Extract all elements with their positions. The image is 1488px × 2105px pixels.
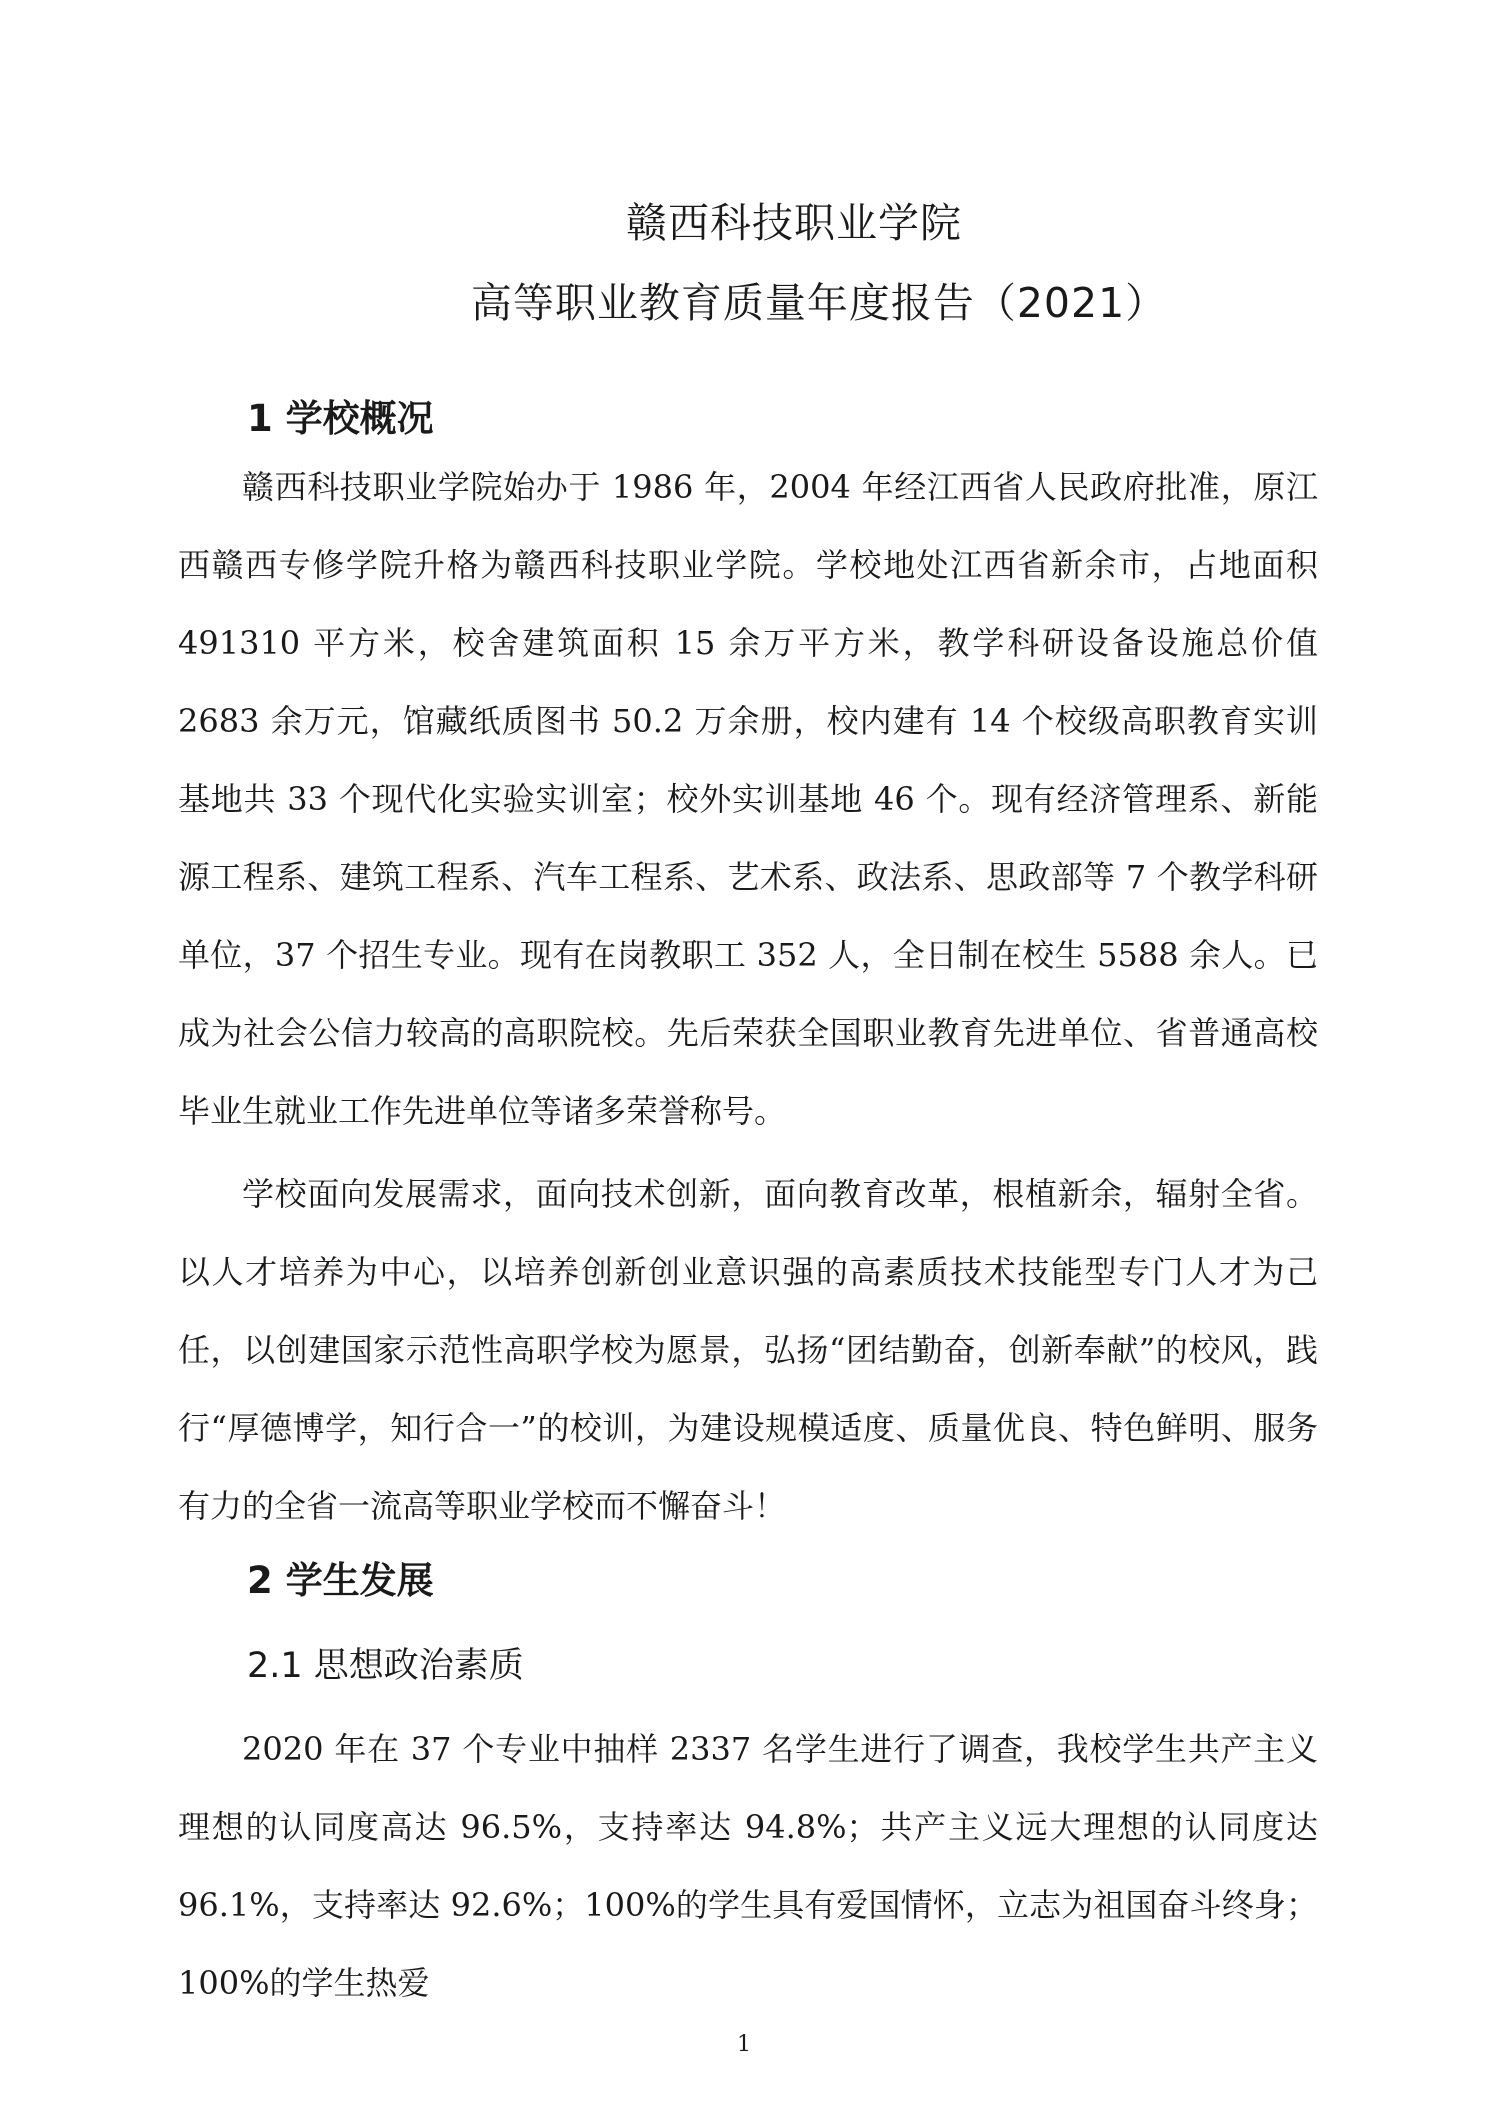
paragraph-school-overview: 赣西科技职业学院始办于 1986 年，2004 年经江西省人民政府批准，原江西赣西专修学院升格为赣西科技职业学院。学校地处江西省新余市，占地面积 491310 平方米，校舍建筑面积 15 余万平方米，教学科研设备设施总价值 2683 余万元，馆藏纸质图书 50.2 万余册，校内建有 14 个校级高职教育实训基地共 33 个现代化实验实训室；校外实训基地 46 个。现有经济管理系、新能源工程系、建筑工程系、汽车工程系、艺术系、政法系、思政部等 7 个教学科研单位，37 个招生专业。现有在岗教职工 352 人，全日制在校生 5588 余人。已成为社会公信力较高的高职院校。先后荣获全国职业教育先进单位、省普通高校毕业生就业工作先进单位等诸多荣誉称号。 bbox=[178, 468, 1318, 1130]
section-heading-school-overview: 1 学校概况 bbox=[247, 397, 434, 440]
page-number: 1 bbox=[737, 2032, 751, 2057]
section-heading-student-development: 2 学生发展 bbox=[247, 1559, 434, 1602]
subsection-heading-political-quality: 2.1 思想政治素质 bbox=[247, 1646, 524, 1686]
paragraph-school-mission: 学校面向发展需求，面向技术创新，面向教育改革，根植新余，辐射全省。以人才培养为中心，以培养创新创业意识强的高素质技术技能型专门人才为己任，以创建国家示范性高职学校为愿景，弘扬“团结勤奋，创新奉献”的校风，践行“厚德博学，知行合一”的校训，为建设规模适度、质量优良、特色鲜明、服务有力的全省一流高等职业学校而不懈奋斗！ bbox=[178, 1175, 1318, 1525]
document-title-line1: 赣西科技职业学院 bbox=[626, 199, 962, 247]
document-title-line2: 高等职业教育质量年度报告（2021） bbox=[470, 279, 1168, 327]
paragraph-political-quality: 2020 年在 37 个专业中抽样 2337 名学生进行了调查，我校学生共产主义理想的认同度高达 96.5%，支持率达 94.8%；共产主义远大理想的认同度达 96.1%，支持率达 92.6%；100%的学生具有爱国情怀，立志为祖国奋斗终身；100%的学生热爱 bbox=[178, 1730, 1318, 2002]
